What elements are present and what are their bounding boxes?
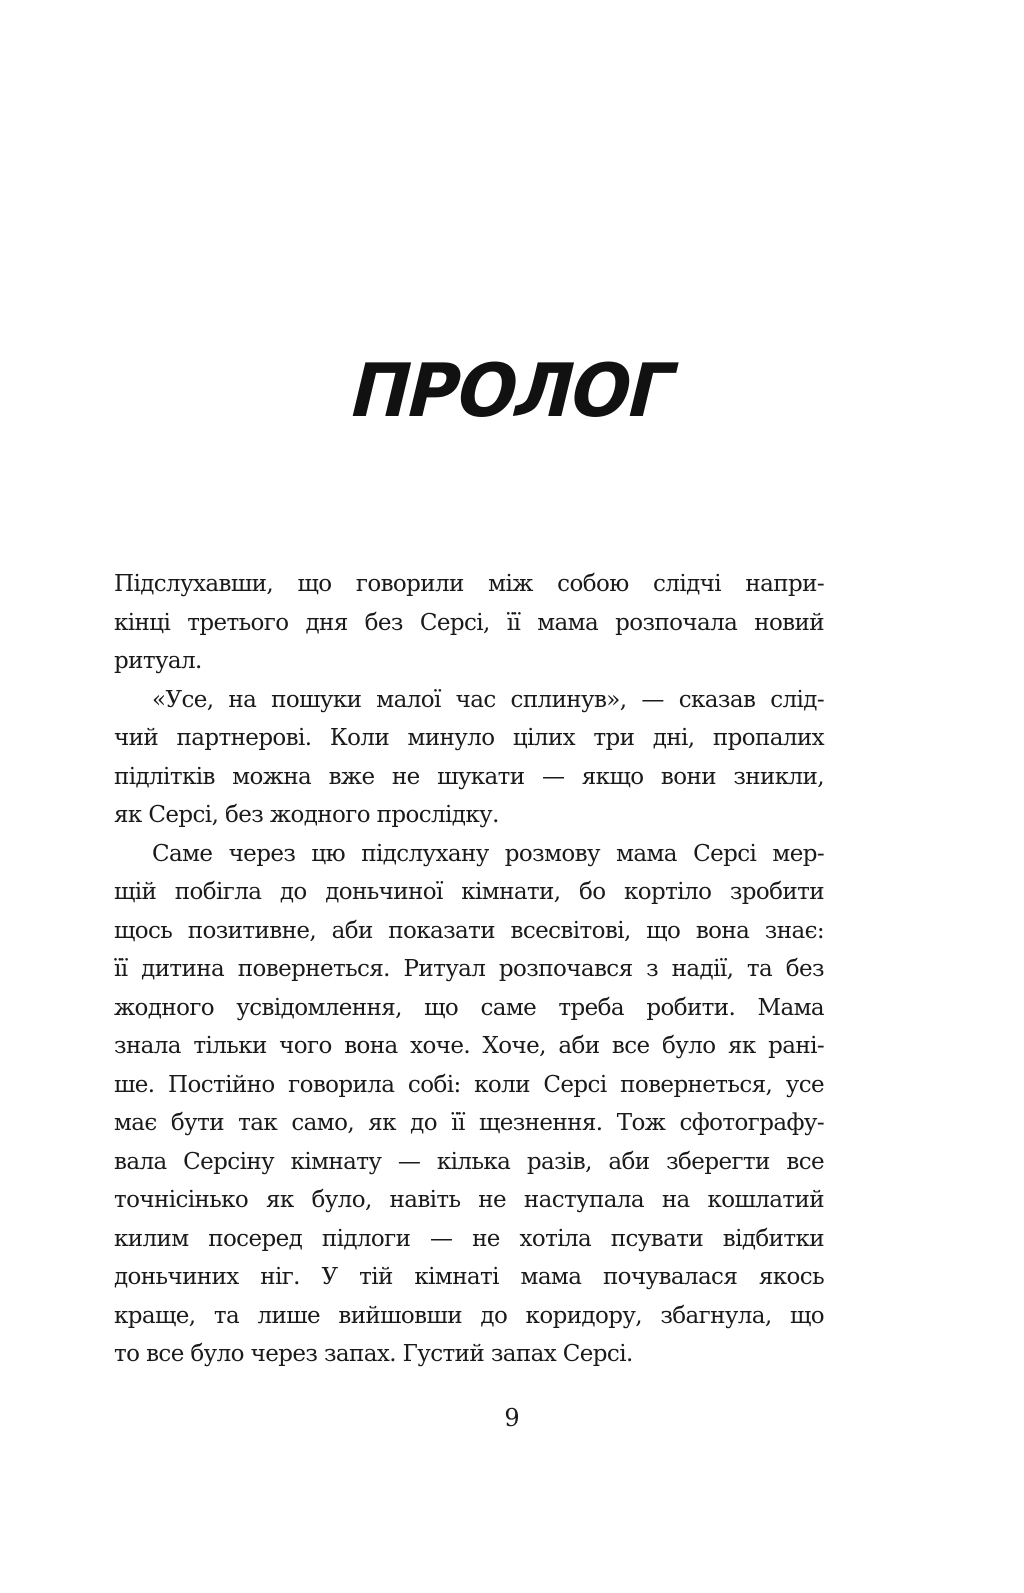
text-line: краще, та лише вийшовши до коридору, збагнула, що [114,1302,824,1329]
text-line: то все було через запах. Густий запах Серсі. [114,1341,633,1367]
text-line: як Серсі, без жодного прослідку. [114,802,499,828]
chapter-title: ПРОЛОГ [341,347,683,435]
text-line: Підслухавши, що говорили між собою слідчі напри- [114,571,824,597]
text-line: підлітків можна вже не шукати — якщо вони зникли, [114,763,824,790]
text-line: доньчиних ніг. У тій кімнаті мама почувалася якось [114,1264,824,1290]
page-number: 9 [504,1404,520,1432]
text-line: її дитина повернеться. Ритуал розпочався з надії, та без [114,956,824,982]
text-line: щій побігла до доньчиної кімнати, бо кортіло зробити [114,879,824,905]
text-line: ше. Постійно говорила собі: коли Серсі повернеться, усе [114,1071,824,1098]
text-line: точнісінько як було, навіть не наступала на кошлатий [114,1187,824,1213]
text-line: щось позитивне, аби показати всесвітові, що вона знає: [114,917,824,944]
text-line: ритуал. [114,648,202,674]
body-text [114,565,824,1374]
text-line: має бути так само, як до її щезнення. Тож сфотографу- [114,1110,824,1136]
text-line: жодного усвідомлення, що саме треба робити. Мама [114,994,824,1021]
text-line: килим посеред підлоги — не хотіла псувати відбитки [114,1225,824,1252]
text-line: вала Серсіну кімнату — кілька разів, аби зберегти все [114,1148,824,1175]
text-line: чий партнерові. Коли минуло цілих три дні, пропалих [114,725,824,751]
text-line: кінці третього дня без Серсі, її мама розпочала новий [114,609,824,636]
text-line: «Усе, на пошуки малої час сплинув», — сказав слід- [152,686,824,713]
text-line: знала тільки чого вона хоче. Хоче, аби все було як рані- [114,1033,824,1059]
text-line: Саме через цю підслухану розмову мама Серсі мер- [152,840,824,867]
